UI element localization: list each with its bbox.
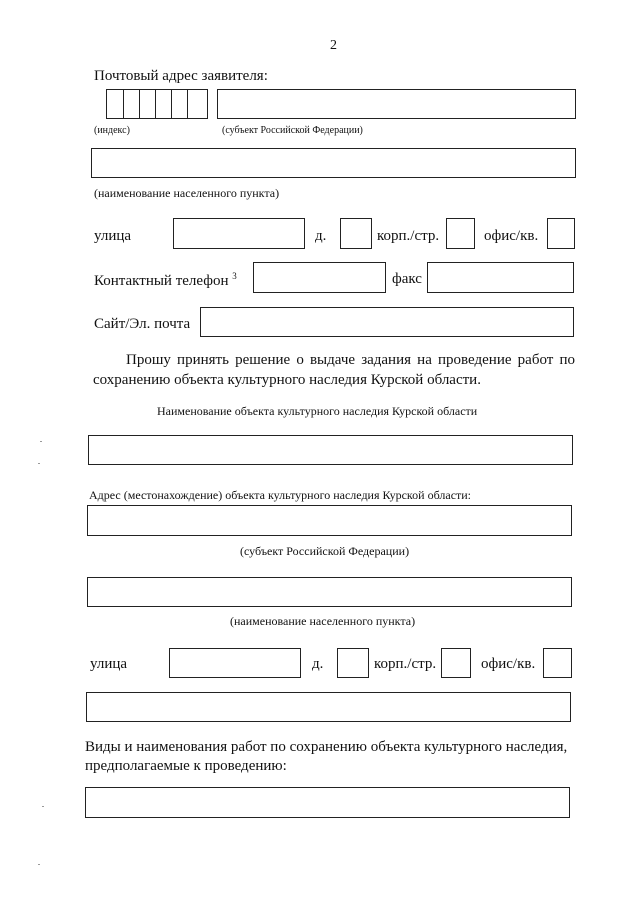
index-cell-divider bbox=[123, 90, 124, 118]
index-cell-divider bbox=[155, 90, 156, 118]
postal-index-field[interactable] bbox=[106, 89, 208, 119]
object-house-field[interactable] bbox=[337, 648, 369, 678]
site-email-label: Сайт/Эл. почта bbox=[94, 316, 191, 332]
object-building-label: корп./стр. bbox=[374, 656, 437, 672]
index-caption: (индекс) bbox=[94, 125, 130, 136]
request-line-1-text: Прошу принять решение о выдаче задания на проведение работ по bbox=[126, 352, 575, 368]
works-line-2: предполагаемые к проведению: bbox=[85, 758, 287, 774]
object-office-label: офис/кв. bbox=[481, 656, 536, 672]
object-house-label: д. bbox=[312, 656, 324, 672]
object-street-field[interactable] bbox=[169, 648, 301, 678]
object-street-label: улица bbox=[90, 656, 128, 672]
works-field[interactable] bbox=[85, 787, 570, 818]
applicant-subject-field[interactable] bbox=[217, 89, 576, 119]
object-building-field[interactable] bbox=[441, 648, 471, 678]
page-number: 2 bbox=[330, 38, 337, 53]
index-cell-divider bbox=[187, 90, 188, 118]
applicant-building-field[interactable] bbox=[446, 218, 475, 249]
object-address-caption: Адрес (местонахождение) объекта культурного наследия Курской области: bbox=[89, 488, 472, 502]
object-subject-field[interactable] bbox=[87, 505, 572, 536]
phone-label bbox=[94, 271, 237, 290]
object-locality-field[interactable] bbox=[87, 577, 572, 607]
house-label: д. bbox=[315, 228, 327, 244]
office-label: офис/кв. bbox=[484, 228, 539, 244]
locality-caption: (наименование населенного пункта) bbox=[94, 186, 280, 200]
works-line-1: Виды и наименования работ по сохранению объекта культурного наследия, bbox=[85, 739, 568, 755]
subject-caption: (субъект Российской Федерации) bbox=[222, 125, 363, 136]
object-name-field[interactable] bbox=[88, 435, 573, 465]
phone-footnote-mark: 3 bbox=[232, 271, 237, 281]
scan-speck bbox=[38, 864, 40, 865]
applicant-office-field[interactable] bbox=[547, 218, 575, 249]
applicant-locality-field[interactable] bbox=[91, 148, 576, 178]
object-office-field[interactable] bbox=[543, 648, 572, 678]
applicant-address-heading: Почтовый адрес заявителя: bbox=[94, 68, 268, 84]
request-line-2: сохранению объекта культурного наследия Курской области. bbox=[93, 372, 481, 388]
object-subject-caption: (субъект Российской Федерации) bbox=[240, 544, 410, 558]
street-label: улица bbox=[94, 228, 132, 244]
index-cell-divider bbox=[139, 90, 140, 118]
fax-label: факс bbox=[392, 271, 422, 287]
phone-field[interactable] bbox=[253, 262, 386, 293]
applicant-house-field[interactable] bbox=[340, 218, 372, 249]
building-label: корп./стр. bbox=[377, 228, 440, 244]
scan-speck bbox=[42, 806, 44, 807]
object-name-caption: Наименование объекта культурного наследия Курской области bbox=[157, 404, 478, 418]
object-locality-caption: (наименование населенного пункта) bbox=[230, 614, 416, 628]
request-line-1 bbox=[93, 352, 575, 369]
index-cell-divider bbox=[171, 90, 172, 118]
site-email-field[interactable] bbox=[200, 307, 574, 337]
object-address-extra-field[interactable] bbox=[86, 692, 571, 722]
phone-label-text: Контактный телефон bbox=[94, 273, 229, 289]
scan-speck bbox=[38, 463, 40, 464]
fax-field[interactable] bbox=[427, 262, 574, 293]
applicant-street-field[interactable] bbox=[173, 218, 305, 249]
scan-speck bbox=[40, 441, 42, 442]
